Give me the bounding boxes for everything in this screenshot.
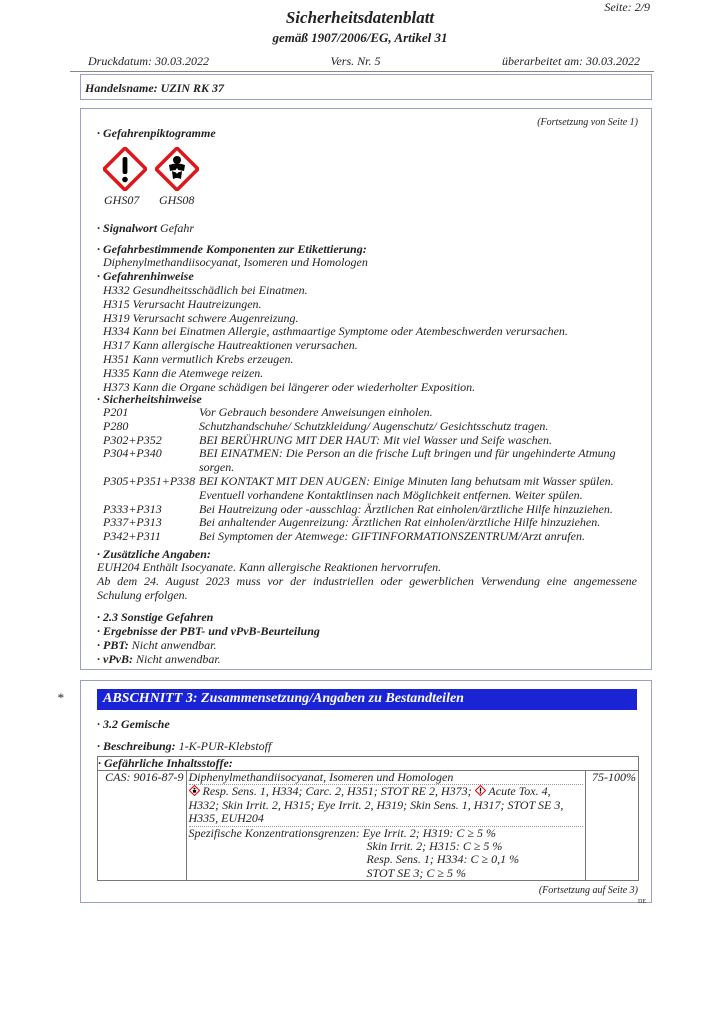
concentration-limit: Skin Irrit. 2; H315: C ≥ 5 % <box>366 839 503 854</box>
components-heading: · Gefahrbestimmende Komponenten zur Etikettierung: <box>97 242 367 256</box>
ingredients-table <box>97 770 639 881</box>
classification-line: H332; Skin Irrit. 2, H315; Eye Irrit. 2, H319; Skin Sens. 1, H317; STOT SE 3, <box>188 797 564 812</box>
precaution-row: P304+P340 BEI EINATMEN: Die Person an die frische Luft bringen und für ungehinderte Atmung sorgen. <box>103 446 616 475</box>
hazard-statement: H334 Kann bei Einatmen Allergie, asthmaartige Symptome oder Atembeschwerden verursachen. <box>103 324 568 339</box>
document-subtitle: gemäß 1907/2006/EG, Artikel 31 <box>272 30 448 45</box>
other-hazards-heading: · 2.3 Sonstige Gefahren <box>97 610 214 624</box>
version: Vers. Nr. 5 <box>330 54 381 68</box>
document-title: Sicherheitsdatenblatt <box>285 8 435 27</box>
hazard-statement: H319 Verursacht schwere Augenreizung. <box>103 310 299 325</box>
hazardous-ingredients-heading: · Gefährliche Inhaltsstoffe: <box>97 756 639 771</box>
hazard-heading: · Gefahrenhinweise <box>97 269 194 283</box>
precaution-row: P337+P313 Bei anhaltender Augenreizung: Ärztlichen Rat einholen/ärztliche Hilfe hinzuziehen. <box>103 515 601 530</box>
language-code: DE <box>638 899 646 905</box>
trade-name-box <box>80 74 652 100</box>
hazard-list <box>103 284 568 394</box>
signal-word: · Signalwort Gefahr <box>97 221 195 235</box>
page-number: Seite: 2/9 <box>604 0 650 14</box>
meta-row <box>88 54 640 69</box>
classification-line: H335, EUH204 <box>189 812 584 826</box>
precaution-list <box>103 406 643 544</box>
continued-from: (Fortsetzung von Seite 1) <box>537 117 638 128</box>
exclamation-mark-icon <box>475 785 486 796</box>
ghs07-pictogram <box>103 147 147 196</box>
health-hazard-icon <box>189 785 200 796</box>
precaution-row: P201 Vor Gebrauch besondere Anweisungen einholen. <box>103 405 433 419</box>
substance-cell <box>186 771 586 881</box>
continued-on: (Fortsetzung auf Seite 3) <box>538 885 638 896</box>
additional-line: Ab dem 24. August 2023 muss vor der industriellen oder gewerblichen Verwendung eine angemessene <box>97 573 637 588</box>
components-value: Diphenylmethandiisocyanat, Isomeren und Homologen <box>103 255 368 269</box>
trade-name: Handelsname: UZIN RK 37 <box>85 81 225 95</box>
change-marker: * <box>57 690 64 705</box>
classification-line: Resp. Sens. 1, H334; Carc. 2, H351; STOT RE 2, H373; Acute Tox. 4, <box>189 785 584 798</box>
pbt-heading: · Ergebnisse der PBT- und vPvB-Beurteilung <box>97 624 320 638</box>
revised-date: überarbeitet am: 30.03.2022 <box>502 54 640 68</box>
substance-name: Diphenylmethandiisocyanat, Isomeren und Homologen <box>189 771 584 785</box>
section3-heading: ABSCHNITT 3: Zusammensetzung/Angaben zu Bestandteilen <box>97 689 637 710</box>
concentration-limit: STOT SE 3; C ≥ 5 % <box>366 865 466 880</box>
vpvb-row: · vPvB: Nicht anwendbar. <box>97 652 221 666</box>
hazard-statement: H351 Kann vermutlich Krebs erzeugen. <box>103 351 294 366</box>
ghs08-pictogram <box>155 147 199 196</box>
cas-cell: CAS: 9016-87-9 <box>98 771 187 881</box>
precaution-heading: · Sicherheitshinweise <box>97 392 202 406</box>
concentration-limits-label: Spezifische Konzentrationsgrenzen: Eye Irrit. 2; H319: C ≥ 5 % <box>188 825 496 840</box>
precaution-row: P280 Schutzhandschuhe/ Schutzkleidung/ Augenschutz/ Gesichtsschutz tragen. <box>103 418 549 433</box>
pbt-row: · PBT: Nicht anwendbar. <box>97 638 217 652</box>
hazard-statement: H335 Kann die Atemwege reizen. <box>103 365 264 380</box>
pictograms-heading: · Gefahrenpiktogramme <box>97 126 216 140</box>
ghs08-label: GHS08 <box>159 193 195 207</box>
additional-line: EUH204 Enthält Isocyanate. Kann allergische Reaktionen hervorrufen. <box>97 560 442 574</box>
hazard-statement: H373 Kann die Organe schädigen bei längerer oder wiederholter Exposition. <box>103 379 476 394</box>
mixtures-heading: · 3.2 Gemische <box>97 717 170 731</box>
concentration-limit: Resp. Sens. 1; H334: C ≥ 0,1 % <box>366 852 520 867</box>
header-rule <box>70 71 654 72</box>
hazard-statement: H315 Verursacht Hautreizungen. <box>103 296 262 311</box>
ghs07-label: GHS07 <box>104 193 140 207</box>
hazard-statement: H317 Kann allergische Hautreaktionen verursachen. <box>103 338 358 353</box>
precaution-row: P333+P313 Bei Hautreizung oder -ausschlag: Ärztlichen Rat einholen/ärztliche Hilfe hinzuziehen. <box>103 501 613 516</box>
health-hazard-icon <box>155 147 199 191</box>
table-row <box>98 771 639 881</box>
percentage-cell: 75-100% <box>586 771 639 881</box>
print-date: Druckdatum: 30.03.2022 <box>88 54 209 68</box>
precaution-row: P305+P351+P338 BEI KONTAKT MIT DEN AUGEN: Einige Minuten lang behutsam mit Wasser spülen. Eventuell vorhandene Kontaktlinsen nach Möglichkeit entfernen. Weiter spülen. <box>103 473 614 502</box>
precaution-row: P302+P352 BEI BERÜHRUNG MIT DER HAUT: Mit viel Wasser und Seife waschen. <box>103 432 552 447</box>
additional-heading: · Zusätzliche Angaben: <box>97 547 211 561</box>
hazard-statement: H332 Gesundheitsschädlich bei Einatmen. <box>103 283 308 297</box>
precaution-row: P342+P311 Bei Symptomen der Atemwege: GIFTINFORMATIONSZENTRUM/Arzt anrufen. <box>103 529 585 544</box>
description-row: · Beschreibung: 1-K-PUR-Klebstoff <box>97 739 272 753</box>
additional-text <box>97 561 637 602</box>
exclamation-mark-icon <box>103 147 147 191</box>
additional-line: Schulung erfolgen. <box>97 587 188 602</box>
